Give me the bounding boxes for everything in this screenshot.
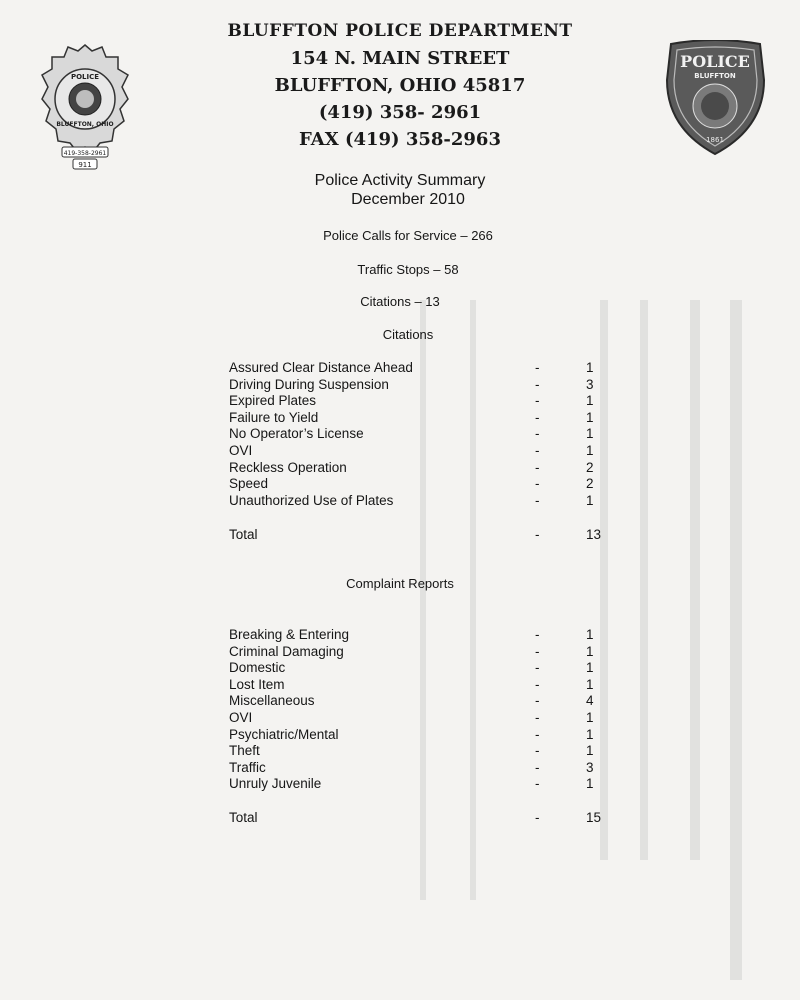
item-count: 1	[586, 393, 594, 409]
department-name: BLUFFTON POLICE DEPARTMENT	[227, 21, 573, 41]
item-label: Speed	[229, 476, 269, 492]
complaints-total-value: 15	[586, 810, 602, 825]
item-count: 2	[586, 459, 594, 475]
patch-top-text: POLICE	[680, 52, 750, 71]
traffic-stops: Traffic Stops – 58	[357, 262, 459, 277]
item-count: 4	[586, 693, 594, 709]
item-label: Domestic	[229, 660, 286, 676]
citations-heading: Citations	[382, 327, 434, 342]
item-label: Criminal Damaging	[229, 643, 344, 659]
item-count: 1	[586, 442, 594, 458]
item-label: Expired Plates	[229, 393, 317, 409]
item-dash: -	[535, 393, 540, 409]
item-count: 1	[586, 776, 594, 792]
citations-total-dash: -	[535, 527, 540, 542]
item-dash: -	[535, 492, 540, 508]
police-shoulder-patch	[663, 40, 768, 158]
item-label: OVI	[229, 442, 253, 458]
item-count: 1	[586, 709, 594, 725]
item-dash: -	[535, 360, 540, 375]
item-label: Failure to Yield	[229, 409, 319, 425]
complaints-heading: Complaint Reports	[346, 576, 454, 591]
report-period: December 2010	[351, 191, 465, 208]
citations-total-value: 13	[586, 527, 602, 542]
item-dash: -	[535, 676, 540, 692]
item-label: Reckless Operation	[229, 459, 347, 475]
item-count: 1	[586, 676, 594, 692]
item-dash: -	[535, 476, 540, 492]
item-dash: -	[535, 376, 540, 392]
item-dash: -	[535, 726, 540, 742]
item-count: 2	[586, 476, 594, 492]
fax-number: FAX (419) 358-2963	[299, 129, 501, 150]
item-dash: -	[535, 743, 540, 759]
item-label: Driving During Suspension	[229, 376, 389, 392]
item-count: 1	[586, 492, 594, 508]
item-label: Assured Clear Distance Ahead	[229, 360, 413, 375]
citations-count: Citations – 13	[360, 294, 440, 309]
patch-year-text: 1861	[706, 136, 724, 144]
item-count: 1	[586, 743, 594, 759]
complaints-total-dash: -	[535, 810, 540, 825]
item-label: Psychiatric/Mental	[229, 726, 339, 742]
item-count: 1	[586, 643, 594, 659]
complaints-total-label: Total	[229, 810, 258, 825]
city-address: BLUFFTON, OHIO 45817	[274, 75, 526, 96]
item-dash: -	[535, 759, 540, 775]
item-dash: -	[535, 442, 540, 458]
item-dash: -	[535, 459, 540, 475]
phone-number: (419) 358- 2961	[318, 102, 482, 123]
item-label: OVI	[229, 709, 253, 725]
item-dash: -	[535, 627, 540, 642]
item-label: No Operator’s License	[229, 426, 364, 442]
badge-911-text: 911	[78, 161, 92, 169]
street-address: 154 N. MAIN STREET	[290, 48, 510, 69]
item-count: 3	[586, 376, 594, 392]
item-dash: -	[535, 709, 540, 725]
patch-city-text: BLUFFTON	[694, 72, 736, 80]
report-title: Police Activity Summary	[314, 172, 486, 189]
item-count: 1	[586, 627, 594, 642]
item-dash: -	[535, 409, 540, 425]
badge-phone-text: 419-358-2961	[63, 150, 107, 157]
item-dash: -	[535, 426, 540, 442]
item-count: 1	[586, 409, 594, 425]
item-label: Theft	[229, 743, 260, 759]
citations-total-row	[229, 527, 629, 542]
item-count: 3	[586, 759, 594, 775]
badge-top-text: POLICE	[70, 73, 100, 81]
item-count: 1	[586, 360, 594, 375]
item-dash: -	[535, 693, 540, 709]
item-dash: -	[535, 776, 540, 792]
complaints-total-row	[229, 810, 629, 825]
citations-total-label: Total	[229, 527, 258, 542]
calls-for-service: Police Calls for Service – 266	[323, 228, 493, 243]
item-label: Miscellaneous	[229, 693, 315, 709]
item-label: Breaking & Entering	[229, 627, 350, 642]
item-count: 1	[586, 726, 594, 742]
item-label: Unauthorized Use of Plates	[229, 492, 394, 508]
item-label: Lost Item	[229, 676, 285, 692]
badge-bottom-text: BLUFFTON, OHIO	[56, 121, 114, 128]
item-dash: -	[535, 660, 540, 676]
item-dash: -	[535, 643, 540, 659]
item-count: 1	[586, 660, 594, 676]
item-count: 1	[586, 426, 594, 442]
item-label: Unruly Juvenile	[229, 776, 322, 792]
item-label: Traffic	[229, 759, 266, 775]
